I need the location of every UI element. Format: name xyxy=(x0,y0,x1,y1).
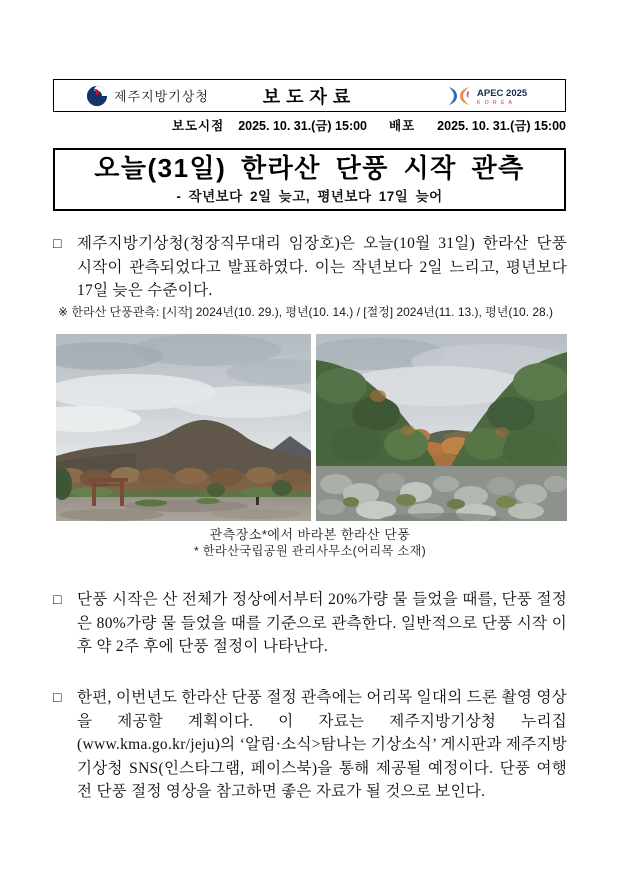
apec-2025-logo xyxy=(447,83,551,109)
header-box xyxy=(53,79,566,112)
press-subtitle: - 작년보다 2일 늦고, 평년보다 17일 늦어 xyxy=(176,189,443,205)
paragraph-2-bullet: □ xyxy=(53,593,62,608)
photo-caption-line2: * 한라산국립공원 관리사무소(어리목 소재) xyxy=(193,544,427,558)
distribute-value: 2025. 10. 31.(금) 15:00 xyxy=(437,119,566,133)
paragraph-2-text: 단풍 시작은 산 전체가 정상에서부터 20%가량 물 들었을 때를, 단풍 절정은 80%가량 물 들었을 때를 기준으로 관측한다. 일반적으로 단풍 시작 이후 약 2주 후에 단풍 절정이 나타난다. xyxy=(77,591,567,655)
release-info-line xyxy=(53,116,566,134)
agency-name: 제주지방기상청 xyxy=(114,89,209,104)
paragraph-2 xyxy=(53,588,567,659)
paragraph-3-text: 한편, 이번년도 한라산 단풍 절정 관측에는 어리목 일대의 드론 촬영 영상을 제공할 계획이다. 이 자료는 제주지방기상청 누리집 (www.kma.go.kr/jeju)의 ‘알림·소식>탐나는 기상소식’ 게시판과 제주지방기상청 SNS(인스타그램, 페이스북)을 통해 제공될 예정이다. 단풍 여행 전 단풍 절정 영상을 참고하면 좋은 자료가 될 것으로 보인다. xyxy=(77,689,567,800)
photo-hallasan-view xyxy=(56,334,311,521)
agency-identity xyxy=(86,80,209,111)
apec-logo-text: APEC 2025 xyxy=(477,87,528,99)
doc-type-title: 보도자료 xyxy=(262,86,357,107)
paragraph-1-bullet: □ xyxy=(53,237,62,252)
release-time-label: 보도시점 xyxy=(171,119,225,133)
title-box xyxy=(53,148,566,211)
paragraph-3-bullet: □ xyxy=(53,691,62,706)
photos-row xyxy=(56,334,567,521)
distribute-label: 배포 xyxy=(389,119,416,133)
release-time-value: 2025. 10. 31.(금) 15:00 xyxy=(238,119,368,133)
photo-valley-foliage xyxy=(316,334,567,521)
paragraph-1 xyxy=(53,232,567,303)
gov-emblem-icon xyxy=(86,85,108,107)
paragraph-1-text: 제주지방기상청(청장직무대리 임장호)은 오늘(10월 31일) 한라산 단풍 시작이 관측되었다고 발표하였다. 이는 작년보다 2일 느리고, 평년보다 17일 늦은 수준이다. xyxy=(77,235,567,299)
paragraph-3 xyxy=(53,686,567,804)
photo-caption-line1: 관측장소*에서 바라본 한라산 단풍 xyxy=(209,527,411,542)
apec-logo-graphic xyxy=(447,83,551,109)
reference-note: ※ 한라산 단풍관측: [시작] 2024년(10. 29.), 평년(10. 14.) / [절정] 2024년(11. 13.), 평년(10. 28.) xyxy=(58,305,554,319)
apec-logo-subtext: K O R E A xyxy=(477,99,514,106)
press-title: 오늘(31일) 한라산 단풍 시작 관측 xyxy=(94,152,525,183)
